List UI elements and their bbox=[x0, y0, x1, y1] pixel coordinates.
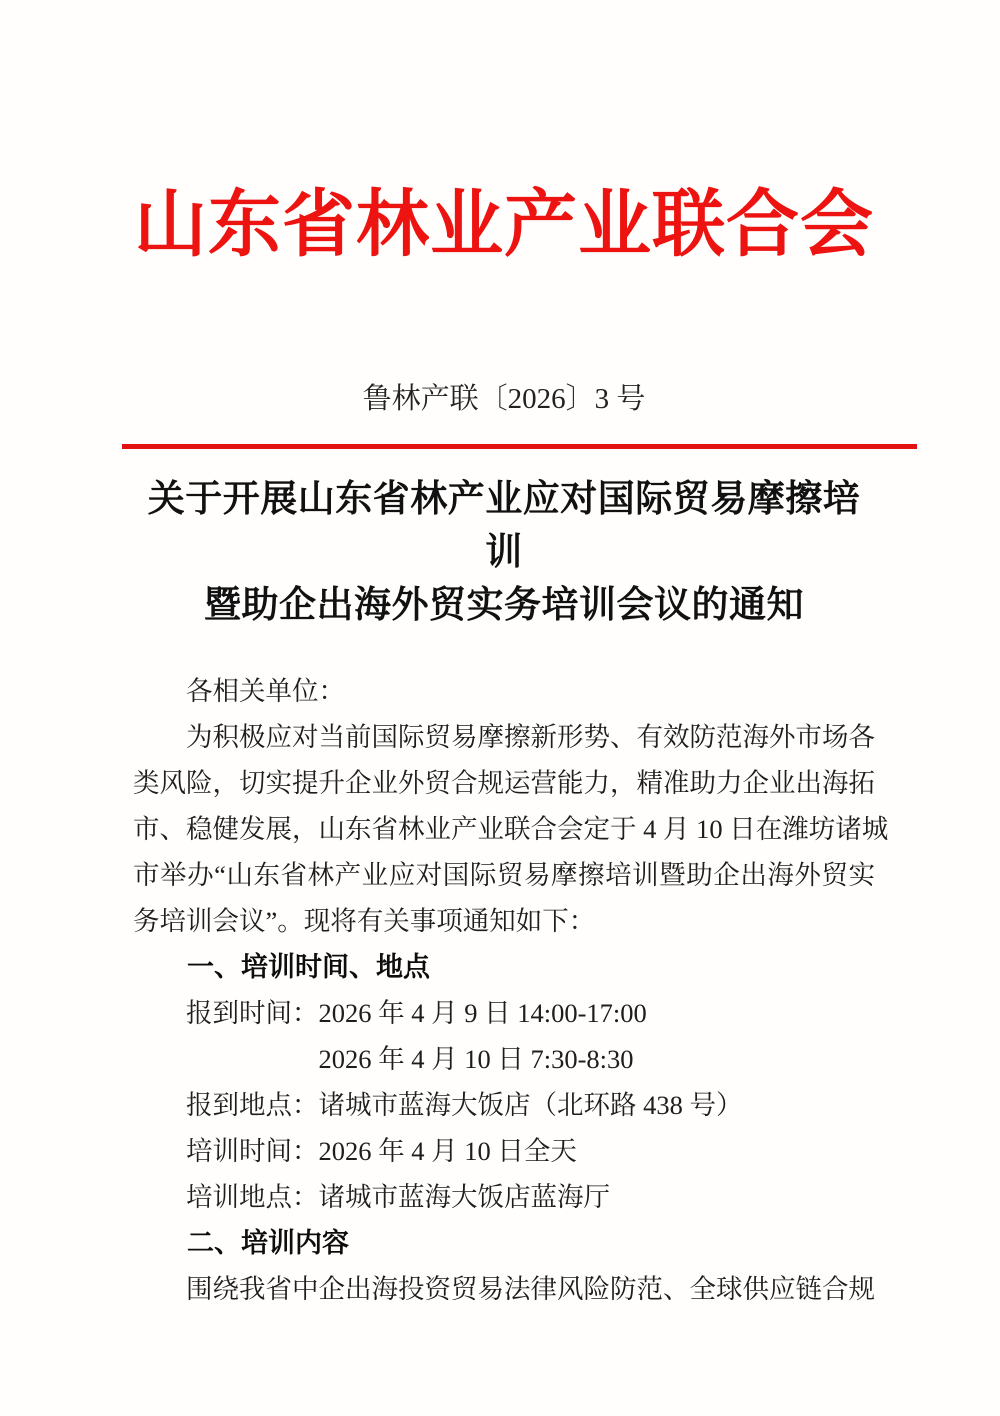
intro-line: 市举办“山东省林产业应对国际贸易摩擦培训暨助企出海外贸实 bbox=[133, 860, 875, 890]
training-place-line bbox=[133, 1174, 875, 1220]
salutation: 各相关单位： bbox=[186, 676, 345, 706]
notice-title bbox=[133, 473, 875, 632]
document-number: 鲁林产联〔2026〕3 号 bbox=[362, 383, 646, 415]
registration-time-label: 报到时间： bbox=[186, 998, 319, 1028]
registration-time-value2: 2026 年 4 月 10 日 7:30-8:30 bbox=[318, 1044, 634, 1074]
notice-body bbox=[133, 668, 889, 1312]
training-time-line bbox=[133, 1128, 875, 1174]
training-place-value: 诸城市蓝海大饭店蓝海厅 bbox=[318, 1182, 610, 1212]
notice-title-line1: 关于开展山东省林产业应对国际贸易摩擦培训 bbox=[147, 479, 861, 573]
intro-line: 务培训会议”。现将有关事项通知如下： bbox=[133, 906, 596, 936]
notice-title-line2: 暨助企出海外贸实务培训会议的通知 bbox=[204, 585, 804, 626]
red-divider-rule bbox=[122, 444, 917, 449]
section-2-heading: 二、培训内容 bbox=[187, 1228, 349, 1258]
registration-place-value: 诸城市蓝海大饭店（北环路 438 号） bbox=[318, 1090, 743, 1120]
training-time-label: 培训时间： bbox=[186, 1136, 319, 1166]
training-place-label: 培训地点： bbox=[186, 1182, 319, 1212]
registration-time-line bbox=[133, 990, 875, 1036]
organization-title: 山东省林业产业联合会 bbox=[134, 184, 874, 265]
intro-line: 类风险，切实提升企业外贸合规运营能力，精准助力企业出海拓 bbox=[133, 768, 875, 798]
section-2-first-line: 围绕我省中企出海投资贸易法律风险防范、全球供应链合规 bbox=[186, 1274, 875, 1304]
training-time-value: 2026 年 4 月 10 日全天 bbox=[318, 1136, 577, 1166]
section-1-heading: 一、培训时间、地点 bbox=[187, 952, 430, 982]
registration-time-line-2 bbox=[133, 1036, 875, 1082]
registration-place-label: 报到地点： bbox=[186, 1090, 319, 1120]
intro-line: 市、稳健发展，山东省林业产业联合会定于 4 月 10 日在潍坊诸城 bbox=[133, 814, 889, 844]
intro-paragraph bbox=[133, 714, 889, 944]
registration-time-value1: 2026 年 4 月 9 日 14:00-17:00 bbox=[318, 998, 647, 1028]
registration-place-line bbox=[133, 1082, 875, 1128]
intro-line: 为积极应对当前国际贸易摩擦新形势、有效防范海外市场各 bbox=[186, 722, 875, 752]
